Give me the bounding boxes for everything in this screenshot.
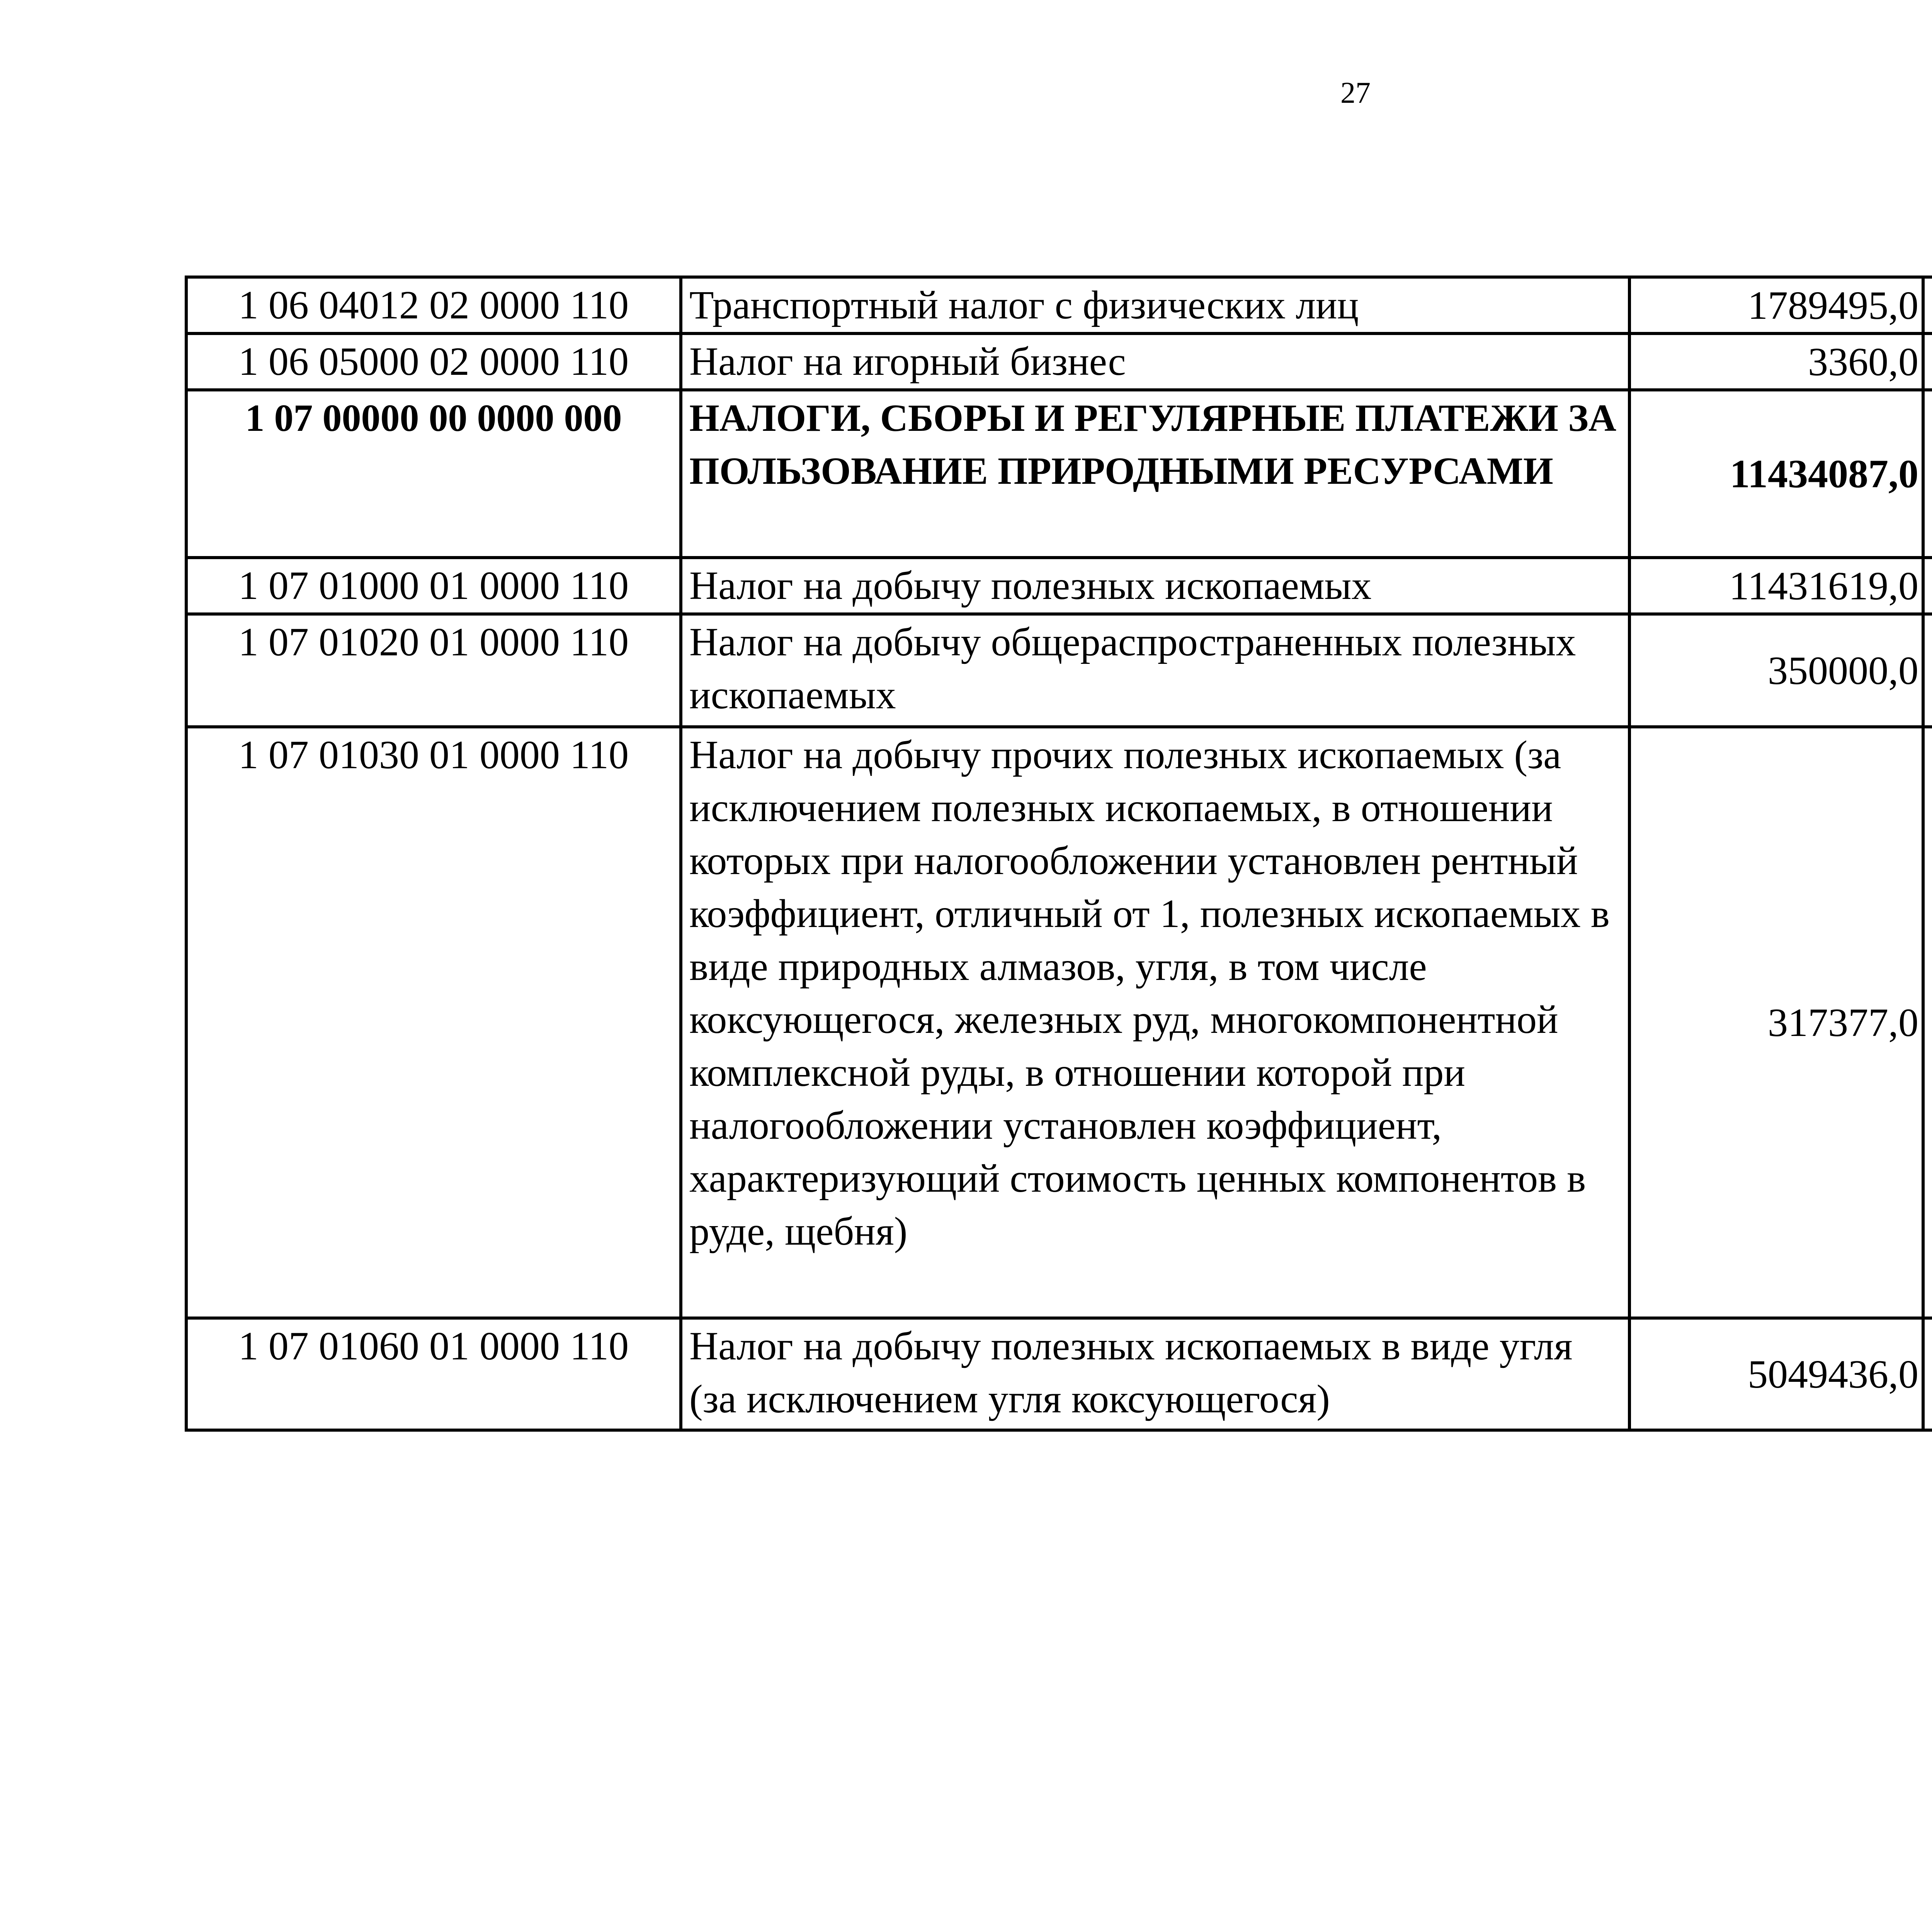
amount-cell [1923, 614, 1932, 727]
income-name-cell: Налог на добычу общераспространенных полезных ископаемых [681, 614, 1629, 727]
table-row [186, 390, 1932, 558]
income-name-cell: НАЛОГИ, СБОРЫ И РЕГУЛЯРНЫЕ ПЛАТЕЖИ ЗА ПОЛЬЗОВАНИЕ ПРИРОДНЫМИ РЕСУРСАМИ [681, 390, 1629, 558]
table-row [186, 277, 1932, 333]
table-row [186, 558, 1932, 614]
income-name-cell: Налог на добычу полезных ископаемых в виде угля (за исключением угля коксующегося) [681, 1318, 1629, 1430]
table-row [186, 614, 1932, 727]
amount-cell: 1789495,0 [1629, 277, 1923, 333]
income-name-cell: Транспортный налог с физических лиц [681, 277, 1629, 333]
budget-code-cell: 1 07 00000 00 0000 000 [186, 390, 681, 558]
income-name-cell: Налог на добычу полезных ископаемых [681, 558, 1629, 614]
table-row [186, 333, 1932, 390]
budget-code-cell: 1 06 04012 02 0000 110 [186, 277, 681, 333]
amount-cell: 317377,0 [1629, 727, 1923, 1318]
income-name-cell: Налог на добычу прочих полезных ископаемых (за исключением полезных ископаемых, в отношении которых при налогообложении установлен рентный коэффициент, отличный от 1, полезных ископаемых в виде природных алмазов, угля, в том числе коксующегося, железных руд, многокомпонентной комплексной руды, в отношении которой при налогообложении установлен коэффициент, характеризующий стоимость ценных компонентов в руде, щебня) [681, 727, 1629, 1318]
amount-cell: 11434087,0 [1629, 390, 1923, 558]
table-row [186, 1318, 1932, 1430]
amount-cell [1923, 390, 1932, 558]
amount-cell: 5049436,0 [1629, 1318, 1923, 1430]
amount-cell: 350000,0 [1629, 614, 1923, 727]
amount-cell [1923, 277, 1932, 333]
budget-code-cell: 1 07 01000 01 0000 110 [186, 558, 681, 614]
budget-code-cell: 1 07 01030 01 0000 110 [186, 727, 681, 1318]
budget-code-cell: 1 07 01060 01 0000 110 [186, 1318, 681, 1430]
budget-table [185, 276, 1932, 1432]
page-number: 27 [1340, 76, 1371, 109]
amount-cell [1923, 1318, 1932, 1430]
amount-cell [1923, 727, 1932, 1318]
amount-cell [1923, 333, 1932, 390]
amount-cell [1923, 558, 1932, 614]
income-name-cell: Налог на игорный бизнес [681, 333, 1629, 390]
table-row [186, 727, 1932, 1318]
budget-code-cell: 1 06 05000 02 0000 110 [186, 333, 681, 390]
budget-code-cell: 1 07 01020 01 0000 110 [186, 614, 681, 727]
amount-cell: 11431619,0 [1629, 558, 1923, 614]
amount-cell: 3360,0 [1629, 333, 1923, 390]
